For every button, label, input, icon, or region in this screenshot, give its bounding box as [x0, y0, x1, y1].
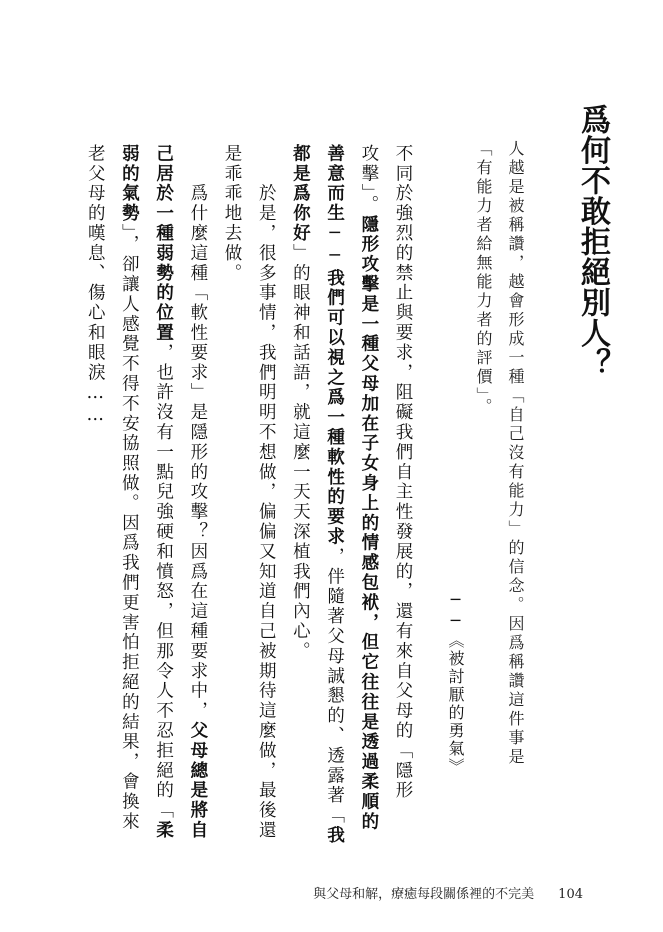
bold-text-segment: 父母總是將自	[187, 721, 208, 841]
bold-text-segment: 我	[324, 825, 345, 846]
body-column	[291, 144, 309, 661]
bold-text-segment: 隱形攻擊是一種父母加在子女身上的情感包袱，但它往往是透過柔順的	[358, 214, 379, 832]
book-title: 與父母和解，療癒每段關係裡的不完美	[313, 887, 535, 902]
epigraph-line-1: 人越是被稱讚，越會形成一種「自己沒有能力」的信念。因爲稱讚這件事是	[506, 140, 525, 767]
text-segment: 不同於強烈的禁止與要求，阻礙我們自主性發展的，還有來自父母的「隱形	[393, 144, 413, 801]
text-segment: 攻擊」。	[358, 144, 379, 215]
text-segment: ，伴隨著父母誠懇的、透露著「	[324, 547, 345, 826]
bold-text-segment: 弱的氣勢	[119, 144, 140, 224]
text-segment: 」的眼神和話語，就這麼一天天深植我們內心。	[290, 243, 311, 662]
page-footer	[313, 883, 583, 902]
body-column	[359, 144, 377, 832]
text-segment: 老父母的嘆息、傷心和眼淚……	[85, 144, 106, 428]
body-column	[223, 144, 241, 283]
text-segment: 」，卻讓人感覺不得不安協照做。因爲我們更害怕拒絕的結果，會換來	[119, 223, 140, 832]
epigraph-line-2: 「有能力者給無能力者的評價」。	[474, 140, 493, 417]
bold-text-segment: 柔	[153, 820, 174, 841]
body-column	[325, 144, 343, 846]
body-column	[86, 144, 104, 428]
chapter-title: 爲何不敢拒絕別人？	[575, 104, 610, 379]
epigraph-source: ──《被討厭的勇氣》	[446, 590, 465, 776]
page-number: 104	[558, 887, 583, 902]
bold-text-segment: 都是爲你好	[290, 144, 311, 244]
text-segment: ，也許沒有一點兒強硬和憤怒，但那令人不忍拒絕的「	[153, 343, 174, 821]
text-segment: 於是，很多事情，我們明明不想做，偏偏又知道自己被期待這麼做，最後還	[256, 144, 277, 841]
body-column	[394, 144, 412, 801]
body-column	[188, 144, 206, 841]
body-column	[154, 144, 172, 841]
body-column	[120, 144, 138, 832]
text-segment: 爲什麼這種「軟性要求」是隱形的攻擊？因爲在這種要求中，	[187, 144, 208, 722]
body-column	[257, 144, 275, 841]
text-segment: 是乖乖地去做。	[222, 144, 242, 284]
bold-text-segment: 己居於一種弱勢的位置	[153, 144, 174, 343]
bold-text-segment: 善意而生──我們可以視之爲一種軟性的要求	[324, 144, 345, 547]
